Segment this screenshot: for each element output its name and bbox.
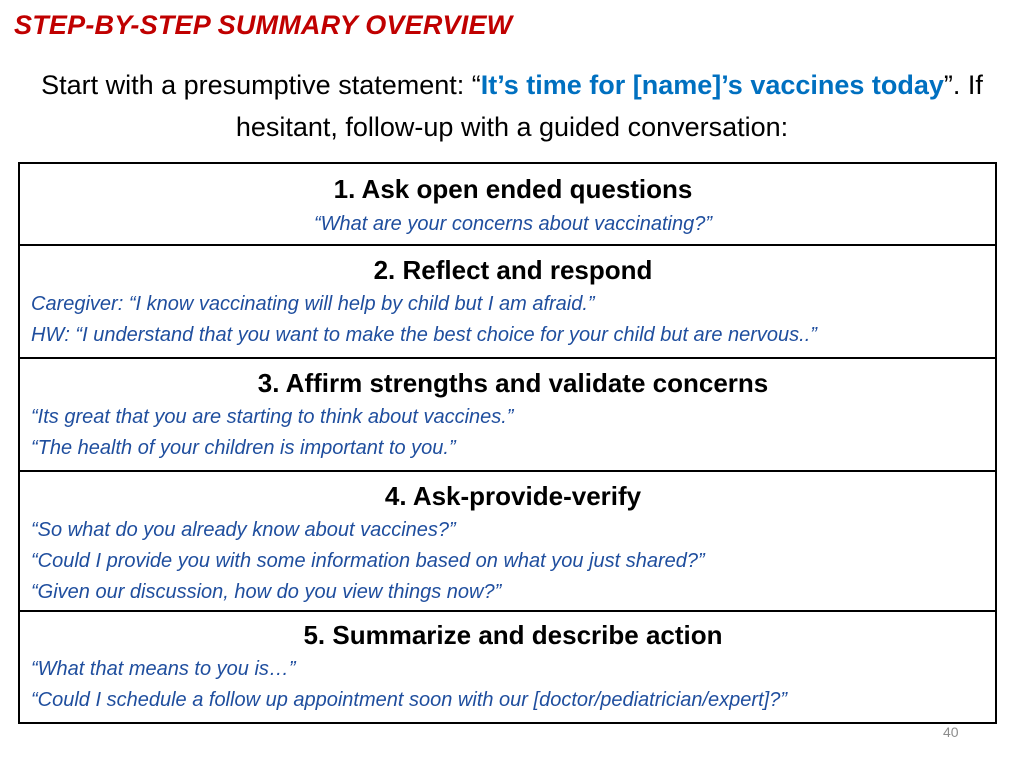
step-quote: Caregiver: “I know vaccinating will help by child but I am afraid.” — [31, 293, 595, 315]
step-heading: 4. Ask-provide-verify — [384, 481, 642, 511]
step-quote: “Given our discussion, how do you view things now?” — [31, 581, 502, 603]
step-4 — [20, 472, 995, 612]
intro-highlight: It’s time for [name]’s vaccines today — [480, 70, 944, 100]
step-quote: “Could I provide you with some information based on what you just shared?” — [31, 550, 705, 572]
step-2 — [20, 246, 995, 359]
step-1 — [20, 164, 995, 246]
steps-table — [18, 162, 997, 724]
step-quote: HW: “I understand that you want to make the best choice for your child but are nervous..” — [31, 324, 817, 346]
step-quote: “What that means to you is…” — [31, 658, 296, 680]
step-heading: 1. Ask open ended questions — [333, 174, 693, 204]
step-quote: “Its great that you are starting to think about vaccines.” — [31, 406, 514, 428]
step-5 — [20, 612, 995, 722]
slide-title: STEP-BY-STEP SUMMARY OVERVIEW — [14, 10, 513, 40]
step-quote: “What are your concerns about vaccinating?” — [314, 213, 712, 235]
step-3 — [20, 359, 995, 472]
step-quote: “Could I schedule a follow up appointment soon with our [doctor/pediatrician/expert]?” — [31, 689, 787, 711]
step-heading: 3. Affirm strengths and validate concerns — [257, 368, 769, 398]
step-heading: 2. Reflect and respond — [373, 255, 653, 285]
intro-statement — [20, 64, 1004, 148]
step-quote: “So what do you already know about vaccines?” — [31, 519, 456, 541]
step-heading: 5. Summarize and describe action — [303, 620, 723, 650]
intro-text-start: Start with a presumptive statement: “ — [41, 70, 481, 100]
page-number: 40 — [943, 724, 959, 740]
step-quote: “The health of your children is important to you.” — [31, 437, 456, 459]
intro-text-end: ”. If hesitant, follow-up with a guided conversation: — [235, 70, 983, 142]
